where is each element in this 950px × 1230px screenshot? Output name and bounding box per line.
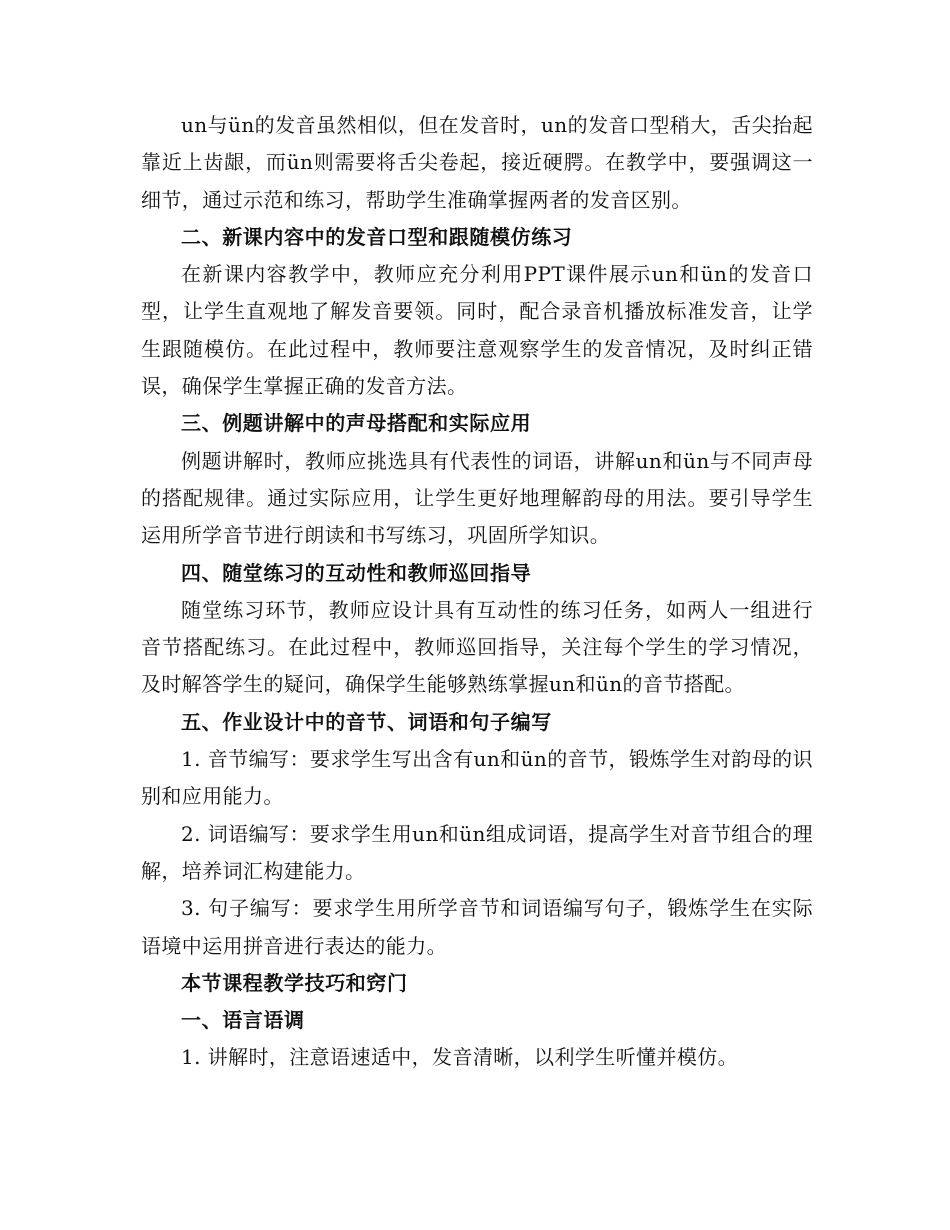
section-heading-2: 二、新课内容中的发音口型和跟随模仿练习 — [181, 224, 573, 249]
list-item-word-writing: 2. 词语编写：要求学生用un和ün组成词语，提高学生对音节组合的理解，培养词汇构建能力。 — [141, 821, 813, 883]
document-body — [141, 107, 813, 1077]
subsection-heading-language-tone: 一、语言语调 — [181, 1008, 305, 1033]
section-heading-5: 五、作业设计中的音节、词语和句子编写 — [181, 709, 552, 734]
list-item-speech-pace: 1. 讲解时，注意语速适中，发音清晰，以利学生听懂并模仿。 — [181, 1045, 739, 1070]
list-item-sentence-writing: 3. 句子编写：要求学生用所学音节和词语编写句子，锻炼学生在实际语境中运用拼音进行表达的能力。 — [141, 896, 813, 958]
section-heading-4: 四、随堂练习的互动性和教师巡回指导 — [181, 560, 532, 585]
paragraph-new-lesson-content: 在新课内容教学中，教师应充分利用PPT课件展示un和ün的发音口型，让学生直观地了解发音要领。同时，配合录音机播放标准发音，让学生跟随模仿。在此过程中，教师要注意观察学生的发音情况，及时纠正错误，确保学生掌握正确的发音方法。 — [141, 262, 813, 399]
paragraph-in-class-practice: 随堂练习环节，教师应设计具有互动性的练习任务，如两人一组进行音节搭配练习。在此过程中，教师巡回指导，关注每个学生的学习情况，及时解答学生的疑问，确保学生能够熟练掌握un和ün的音节搭配。 — [141, 597, 813, 697]
paragraph-example-explanation: 例题讲解时，教师应挑选具有代表性的词语，讲解un和ün与不同声母的搭配规律。通过实际应用，让学生更好地理解韵母的用法。要引导学生运用所学音节进行朗读和书写练习，巩固所学知识。 — [141, 448, 813, 548]
paragraph-un-un-pronunciation-difference: un与ün的发音虽然相似，但在发音时，un的发音口型稍大，舌尖抬起靠近上齿龈，而ün则需要将舌尖卷起，接近硬腭。在教学中，要强调这一细节，通过示范和练习，帮助学生准确掌握两者的发音区别。 — [141, 113, 813, 212]
section-heading-teaching-tips: 本节课程教学技巧和窍门 — [181, 970, 408, 995]
list-item-syllable-writing: 1. 音节编写：要求学生写出含有un和ün的音节，锻炼学生对韵母的识别和应用能力。 — [141, 747, 813, 809]
section-heading-3: 三、例题讲解中的声母搭配和实际应用 — [181, 411, 532, 436]
